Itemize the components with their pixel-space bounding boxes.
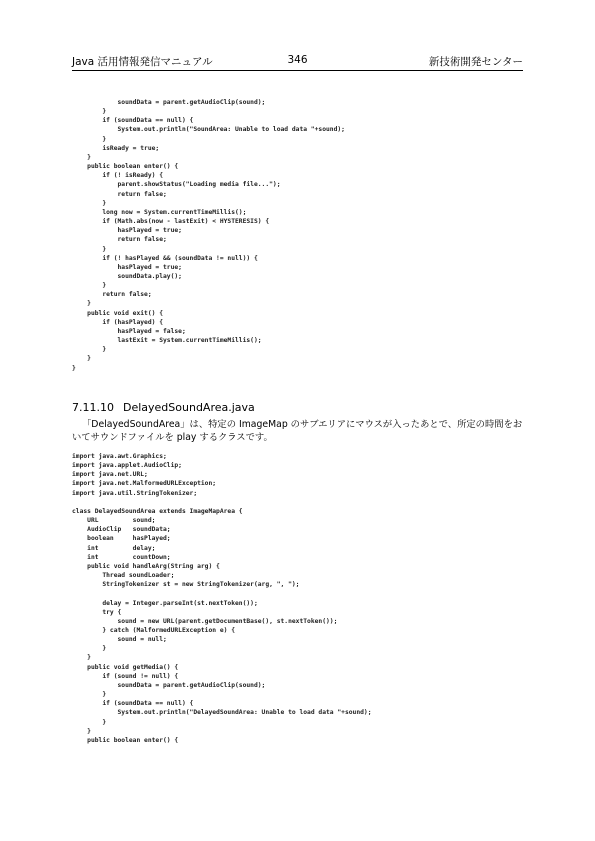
code-line: URL sound; (72, 517, 156, 525)
code-line: System.out.println("DelayedSoundArea: Unable to load data "+sound); (72, 709, 372, 717)
code-line: } (72, 346, 107, 354)
code-line: if (soundData == null) { (72, 117, 194, 125)
code-line: boolean hasPlayed; (72, 535, 171, 543)
code-line: import java.net.URL; (72, 471, 148, 479)
code-line: } (72, 718, 107, 726)
code-block-delayedsoundarea (72, 452, 372, 745)
code-line: } (72, 691, 107, 699)
code-line: delay = Integer.parseInt(st.nextToken()); (72, 599, 258, 607)
code-line: } (72, 654, 91, 662)
code-line: System.out.println("SoundArea: Unable to load data "+sound); (72, 126, 345, 134)
code-line: long now = System.currentTimeMillis(); (72, 208, 247, 216)
header-document-title: Java 活用情報発信マニュアル (72, 56, 213, 68)
code-line: soundData = parent.getAudioClip(sound); (72, 99, 266, 106)
page-number: 346 (287, 54, 308, 66)
code-line: soundData = parent.getAudioClip(sound); (72, 681, 266, 689)
header-rule (72, 70, 523, 71)
code-line: } (72, 199, 107, 207)
code-line: } (72, 355, 91, 363)
code-line: hasPlayed = false; (72, 327, 186, 335)
code-line: } catch (MalformedURLException e) { (72, 626, 236, 634)
code-line: } (72, 153, 91, 161)
code-line: return false; (72, 236, 167, 244)
code-line: StringTokenizer st = new StringTokenizer(arg, ", "); (72, 581, 300, 589)
code-line: public boolean enter() { (72, 163, 179, 171)
code-line: AudioClip soundData; (72, 526, 171, 534)
code-line: return false; (72, 190, 167, 198)
section-title: DelayedSoundArea.java (123, 401, 255, 414)
code-line: if (Math.abs(now - lastExit) < HYSTERESIS) { (72, 218, 270, 226)
code-line: hasPlayed = true; (72, 227, 182, 235)
code-line: int delay; (72, 544, 156, 552)
code-line: import java.applet.AudioClip; (72, 462, 182, 470)
code-line: } (72, 300, 91, 308)
code-line: } (72, 282, 107, 290)
code-line: int countDown; (72, 553, 171, 561)
code-line: import java.net.MalformedURLException; (72, 480, 217, 488)
code-line: if (! hasPlayed && (soundData != null)) { (72, 254, 258, 262)
code-line: try { (72, 608, 122, 616)
code-line: public boolean enter() { (72, 736, 179, 744)
code-line: if (hasPlayed) { (72, 318, 163, 326)
code-line: public void getMedia() { (72, 663, 179, 671)
code-line: } (72, 108, 107, 116)
page-header (72, 54, 523, 70)
code-line: } (72, 364, 76, 372)
code-line: class DelayedSoundArea extends ImageMapArea { (72, 507, 243, 515)
section-paragraph: 「DelayedSoundArea」は、特定の ImageMap のサブエリアにマウスが入ったあとで、所定の時間をおいてサウンドファイルを play するクラスです。 (72, 419, 523, 443)
code-line: lastExit = System.currentTimeMillis(); (72, 337, 262, 345)
code-line: sound = null; (72, 636, 167, 644)
section-heading (72, 401, 255, 414)
code-line: if (! isReady) { (72, 172, 163, 180)
code-line: hasPlayed = true; (72, 263, 182, 271)
code-line: return false; (72, 291, 152, 299)
code-line: import java.awt.Graphics; (72, 453, 167, 460)
code-line: import java.util.StringTokenizer; (72, 489, 198, 497)
code-line: if (soundData == null) { (72, 700, 194, 708)
code-line: if (sound != null) { (72, 672, 179, 680)
code-line: sound = new URL(parent.getDocumentBase(), st.nextToken()); (72, 617, 338, 625)
code-block-soundarea (72, 98, 345, 373)
code-line: Thread soundLoader; (72, 572, 175, 580)
code-line: } (72, 245, 107, 253)
header-organization: 新技術開発センター (428, 56, 523, 68)
code-line: } (72, 727, 91, 735)
code-line: public void exit() { (72, 309, 163, 317)
code-line: soundData.play(); (72, 272, 182, 280)
code-line: public void handleArg(String arg) { (72, 562, 220, 570)
code-line: parent.showStatus("Loading media file..."); (72, 181, 281, 189)
section-number: 7.11.10 (72, 401, 114, 414)
code-line: } (72, 645, 107, 653)
code-line: } (72, 135, 107, 143)
code-line: isReady = true; (72, 144, 160, 152)
